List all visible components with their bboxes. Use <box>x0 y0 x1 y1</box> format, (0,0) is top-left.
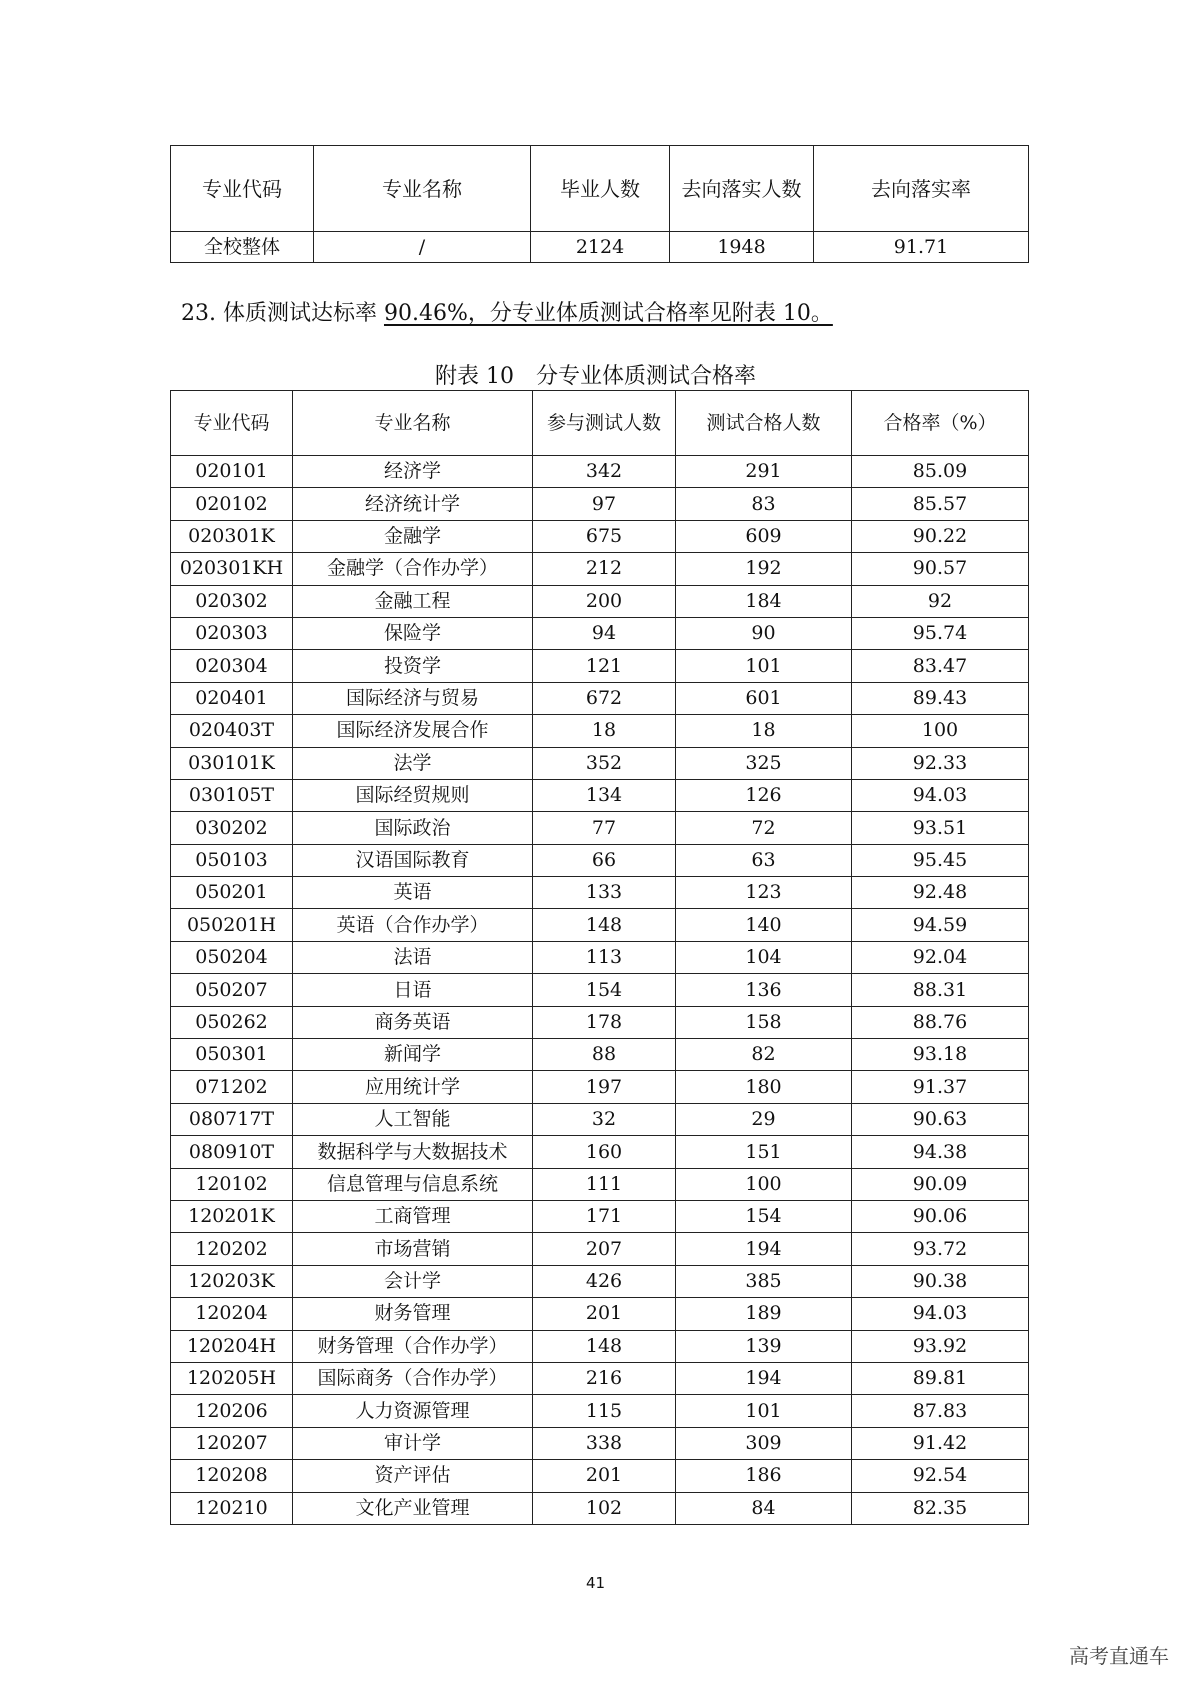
table-cell: 英语（合作办学） <box>293 909 533 941</box>
table-row <box>171 650 1029 682</box>
table-cell: 180 <box>676 1071 852 1103</box>
table-cell: 财务管理 <box>293 1298 533 1330</box>
table-cell: 121 <box>533 650 676 682</box>
table-cell: 126 <box>676 779 852 811</box>
table-cell: 新闻学 <box>293 1039 533 1071</box>
table-cell: 日语 <box>293 974 533 1006</box>
table-cell: 136 <box>676 974 852 1006</box>
table-cell: 90.63 <box>852 1103 1029 1135</box>
table-cell: 120204 <box>171 1298 293 1330</box>
table-row <box>171 1265 1029 1297</box>
table-cell: 85.57 <box>852 488 1029 520</box>
table-cell: 审计学 <box>293 1427 533 1459</box>
table-row <box>171 1071 1029 1103</box>
table-cell: 32 <box>533 1103 676 1135</box>
table-cell: 工商管理 <box>293 1200 533 1232</box>
table-cell: 国际经济与贸易 <box>293 682 533 714</box>
table-row <box>171 844 1029 876</box>
table-cell: 609 <box>676 520 852 552</box>
table-cell: 29 <box>676 1103 852 1135</box>
paragraph-23-prefix: 23. 体质测试达标率 <box>181 301 384 326</box>
table-cell: 154 <box>533 974 676 1006</box>
header-cell: 专业名称 <box>314 146 531 232</box>
table-cell: 020303 <box>171 617 293 649</box>
table-cell: 95.74 <box>852 617 1029 649</box>
paragraph-23-underlined: 90.46%，分专业体质测试合格率见附表 10。 <box>383 301 833 326</box>
table-cell: 200 <box>533 585 676 617</box>
table-cell: 90.57 <box>852 553 1029 585</box>
table-cell: 120208 <box>171 1460 293 1492</box>
table-row <box>171 1136 1029 1168</box>
table-cell: 资产评估 <box>293 1460 533 1492</box>
table-cell: 商务英语 <box>293 1006 533 1038</box>
page-number: 41 <box>585 1574 606 1592</box>
table-cell: 197 <box>533 1071 676 1103</box>
table-cell: 数据科学与大数据技术 <box>293 1136 533 1168</box>
table-cell: 72 <box>676 812 852 844</box>
table-cell: 291 <box>676 456 852 488</box>
table-cell: 英语 <box>293 877 533 909</box>
table-cell: 020102 <box>171 488 293 520</box>
table-cell: 120205H <box>171 1362 293 1394</box>
table-row <box>171 877 1029 909</box>
header-cell: 测试合格人数 <box>676 391 852 456</box>
table-cell: 国际政治 <box>293 812 533 844</box>
table-cell: 207 <box>533 1233 676 1265</box>
table-row <box>171 941 1029 973</box>
table-cell: 金融学 <box>293 520 533 552</box>
table-cell: 050201H <box>171 909 293 941</box>
table-row <box>171 553 1029 585</box>
table-cell: 216 <box>533 1362 676 1394</box>
watermark: 高考直通车 <box>1069 1644 1169 1668</box>
table-cell: 90.38 <box>852 1265 1029 1297</box>
table-row <box>171 1330 1029 1362</box>
header-cell: 合格率（%） <box>852 391 1029 456</box>
table-cell: 120206 <box>171 1395 293 1427</box>
table-cell: 080910T <box>171 1136 293 1168</box>
table-cell: 100 <box>676 1168 852 1200</box>
table-cell: 385 <box>676 1265 852 1297</box>
table-row <box>171 1395 1029 1427</box>
table-cell: 89.43 <box>852 682 1029 714</box>
table-cell: 83.47 <box>852 650 1029 682</box>
table-cell: 汉语国际教育 <box>293 844 533 876</box>
header-cell: 参与测试人数 <box>533 391 676 456</box>
table-cell: 88.76 <box>852 1006 1029 1038</box>
table-cell: 020101 <box>171 456 293 488</box>
table-cell: 030101K <box>171 747 293 779</box>
table-cell: 法语 <box>293 941 533 973</box>
table-cell: 148 <box>533 1330 676 1362</box>
table-row <box>171 779 1029 811</box>
table-cell: 文化产业管理 <box>293 1492 533 1524</box>
table-cell: 93.72 <box>852 1233 1029 1265</box>
table-cell: 160 <box>533 1136 676 1168</box>
table-cell: 325 <box>676 747 852 779</box>
table-cell: 94 <box>533 617 676 649</box>
employment-total-row <box>171 232 1029 263</box>
table-cell: 020301KH <box>171 553 293 585</box>
table-row <box>171 682 1029 714</box>
paragraph-23 <box>181 296 833 327</box>
table-cell: 人力资源管理 <box>293 1395 533 1427</box>
table-cell: 120102 <box>171 1168 293 1200</box>
table-cell: 120201K <box>171 1200 293 1232</box>
table-cell: 201 <box>533 1298 676 1330</box>
fitness-test-table <box>170 390 1029 1525</box>
table-cell: 18 <box>676 715 852 747</box>
cell: 1948 <box>670 232 814 263</box>
table-cell: 信息管理与信息系统 <box>293 1168 533 1200</box>
table-row <box>171 1168 1029 1200</box>
table-cell: 95.45 <box>852 844 1029 876</box>
cell: 2124 <box>531 232 670 263</box>
table-cell: 672 <box>533 682 676 714</box>
table-cell: 93.18 <box>852 1039 1029 1071</box>
header-cell: 专业代码 <box>171 146 314 232</box>
table-cell: 82 <box>676 1039 852 1071</box>
table-cell: 会计学 <box>293 1265 533 1297</box>
table-cell: 201 <box>533 1460 676 1492</box>
cell: 全校整体 <box>171 232 314 263</box>
table-cell: 111 <box>533 1168 676 1200</box>
table-cell: 050204 <box>171 941 293 973</box>
table-cell: 投资学 <box>293 650 533 682</box>
table-row <box>171 456 1029 488</box>
header-cell: 专业代码 <box>171 391 293 456</box>
table-cell: 92.33 <box>852 747 1029 779</box>
table-cell: 178 <box>533 1006 676 1038</box>
table-cell: 071202 <box>171 1071 293 1103</box>
table-cell: 94.59 <box>852 909 1029 941</box>
table-cell: 82.35 <box>852 1492 1029 1524</box>
table-cell: 法学 <box>293 747 533 779</box>
table-cell: 94.38 <box>852 1136 1029 1168</box>
table-cell: 050207 <box>171 974 293 1006</box>
table-cell: 101 <box>676 1395 852 1427</box>
table-row <box>171 1103 1029 1135</box>
table-cell: 194 <box>676 1233 852 1265</box>
table-cell: 市场营销 <box>293 1233 533 1265</box>
table-cell: 030105T <box>171 779 293 811</box>
table-cell: 保险学 <box>293 617 533 649</box>
table-cell: 186 <box>676 1460 852 1492</box>
table-row <box>171 585 1029 617</box>
fitness-table-body <box>171 456 1029 1525</box>
table-row <box>171 488 1029 520</box>
table-cell: 139 <box>676 1330 852 1362</box>
table-cell: 88.31 <box>852 974 1029 1006</box>
table-cell: 151 <box>676 1136 852 1168</box>
table-cell: 97 <box>533 488 676 520</box>
table-cell: 189 <box>676 1298 852 1330</box>
table-cell: 212 <box>533 553 676 585</box>
table-cell: 90.09 <box>852 1168 1029 1200</box>
table-cell: 国际经贸规则 <box>293 779 533 811</box>
table-cell: 120207 <box>171 1427 293 1459</box>
table-cell: 080717T <box>171 1103 293 1135</box>
table-cell: 194 <box>676 1362 852 1394</box>
table-row <box>171 1200 1029 1232</box>
header-cell: 去向落实率 <box>814 146 1029 232</box>
table-row <box>171 715 1029 747</box>
table-cell: 050201 <box>171 877 293 909</box>
table-row <box>171 1298 1029 1330</box>
table-caption: 附表 10 分专业体质测试合格率 <box>435 364 756 389</box>
table-cell: 134 <box>533 779 676 811</box>
table-cell: 90.06 <box>852 1200 1029 1232</box>
table-row <box>171 974 1029 1006</box>
table-cell: 92.48 <box>852 877 1029 909</box>
table-cell: 120204H <box>171 1330 293 1362</box>
table-cell: 93.51 <box>852 812 1029 844</box>
table-cell: 84 <box>676 1492 852 1524</box>
table-cell: 154 <box>676 1200 852 1232</box>
table-cell: 91.42 <box>852 1427 1029 1459</box>
table-row <box>171 1427 1029 1459</box>
table-cell: 338 <box>533 1427 676 1459</box>
table-cell: 171 <box>533 1200 676 1232</box>
table-cell: 115 <box>533 1395 676 1427</box>
table-cell: 经济学 <box>293 456 533 488</box>
table-cell: 金融工程 <box>293 585 533 617</box>
table-cell: 050103 <box>171 844 293 876</box>
table-cell: 309 <box>676 1427 852 1459</box>
table-cell: 国际经济发展合作 <box>293 715 533 747</box>
table-cell: 123 <box>676 877 852 909</box>
table-row <box>171 1492 1029 1524</box>
fitness-header-row <box>171 391 1029 456</box>
table-cell: 020301K <box>171 520 293 552</box>
header-cell: 毕业人数 <box>531 146 670 232</box>
table-cell: 102 <box>533 1492 676 1524</box>
table-row <box>171 1460 1029 1492</box>
table-cell: 020302 <box>171 585 293 617</box>
table-cell: 77 <box>533 812 676 844</box>
header-cell: 去向落实人数 <box>670 146 814 232</box>
table-row <box>171 812 1029 844</box>
table-cell: 国际商务（合作办学） <box>293 1362 533 1394</box>
table-cell: 金融学（合作办学） <box>293 553 533 585</box>
table-cell: 352 <box>533 747 676 779</box>
table-cell: 88 <box>533 1039 676 1071</box>
table-cell: 财务管理（合作办学） <box>293 1330 533 1362</box>
table-cell: 100 <box>852 715 1029 747</box>
table-cell: 93.92 <box>852 1330 1029 1362</box>
table-cell: 030202 <box>171 812 293 844</box>
table-row <box>171 520 1029 552</box>
table-cell: 101 <box>676 650 852 682</box>
table-cell: 020401 <box>171 682 293 714</box>
table-cell: 113 <box>533 941 676 973</box>
table-cell: 92 <box>852 585 1029 617</box>
table-cell: 经济统计学 <box>293 488 533 520</box>
table-cell: 104 <box>676 941 852 973</box>
cell: / <box>314 232 531 263</box>
table-cell: 133 <box>533 877 676 909</box>
table-row <box>171 909 1029 941</box>
table-cell: 158 <box>676 1006 852 1038</box>
table-cell: 应用统计学 <box>293 1071 533 1103</box>
table-cell: 63 <box>676 844 852 876</box>
cell: 91.71 <box>814 232 1029 263</box>
table-cell: 192 <box>676 553 852 585</box>
table-cell: 426 <box>533 1265 676 1297</box>
table-cell: 050262 <box>171 1006 293 1038</box>
table-row <box>171 747 1029 779</box>
table-row <box>171 1039 1029 1071</box>
table-cell: 601 <box>676 682 852 714</box>
table-cell: 120210 <box>171 1492 293 1524</box>
table-cell: 90 <box>676 617 852 649</box>
table-cell: 91.37 <box>852 1071 1029 1103</box>
table-cell: 90.22 <box>852 520 1029 552</box>
table-cell: 020304 <box>171 650 293 682</box>
table-cell: 120203K <box>171 1265 293 1297</box>
employment-table <box>170 145 1029 263</box>
table-cell: 92.04 <box>852 941 1029 973</box>
header-cell: 专业名称 <box>293 391 533 456</box>
table-cell: 020403T <box>171 715 293 747</box>
table-cell: 87.83 <box>852 1395 1029 1427</box>
table-cell: 120202 <box>171 1233 293 1265</box>
table-cell: 148 <box>533 909 676 941</box>
table-cell: 184 <box>676 585 852 617</box>
table-cell: 人工智能 <box>293 1103 533 1135</box>
employment-header-row <box>171 146 1029 232</box>
table-cell: 675 <box>533 520 676 552</box>
table-cell: 83 <box>676 488 852 520</box>
table-cell: 18 <box>533 715 676 747</box>
table-row <box>171 617 1029 649</box>
table-cell: 92.54 <box>852 1460 1029 1492</box>
table-row <box>171 1233 1029 1265</box>
table-cell: 85.09 <box>852 456 1029 488</box>
table-cell: 66 <box>533 844 676 876</box>
table-cell: 140 <box>676 909 852 941</box>
table-cell: 89.81 <box>852 1362 1029 1394</box>
table-cell: 94.03 <box>852 1298 1029 1330</box>
table-row <box>171 1362 1029 1394</box>
table-cell: 94.03 <box>852 779 1029 811</box>
table-cell: 050301 <box>171 1039 293 1071</box>
table-row <box>171 1006 1029 1038</box>
table-cell: 342 <box>533 456 676 488</box>
